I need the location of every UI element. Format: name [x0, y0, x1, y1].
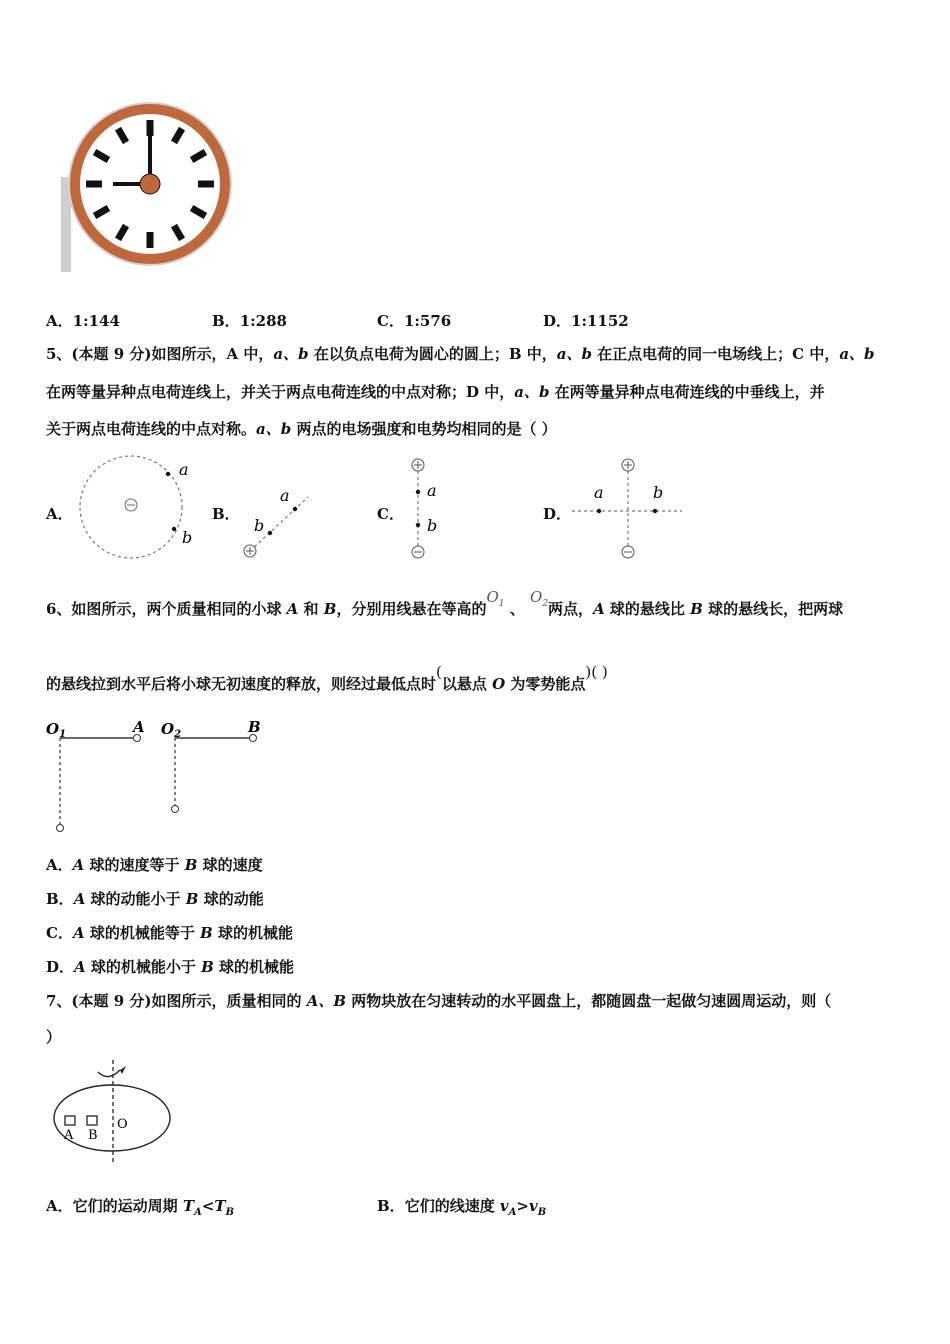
q5-figure-a: [78, 455, 198, 565]
q6-figure: [45, 718, 275, 838]
q5-line3: 关于两点电荷连线的中点对称。a、b 两点的电场强度和电势均相同的是（ ）: [46, 420, 557, 438]
q5-figure-d: [570, 455, 700, 565]
q5-figure-b: [240, 485, 320, 565]
q5-line1: 5、(本题 9 分)如图所示，A 中，a、b 在以负点电荷为圆心的圆上；B 中，a、b 在正点电荷的同一电场线上；C 中，a、b: [46, 345, 875, 363]
svg-text:O2: $O_2$: [161, 720, 182, 740]
q6-option-b: B．A 球的动能小于 B 球的动能: [46, 890, 264, 908]
svg-text:a: a: [427, 481, 437, 500]
svg-text:a: a: [280, 486, 290, 505]
q7-line1: 7、(本题 9 分)如图所示，质量相同的 A、B 两物块放在匀速转动的水平圆盘上，都随圆盘一起做匀速圆周运动，则（: [46, 992, 832, 1010]
q7-option-b: B．它们的线速度 $v_A>v_B$: [377, 1197, 547, 1218]
svg-text:b: b: [182, 528, 193, 547]
q4-option-c: C．1:576: [377, 312, 452, 330]
q4-option-a: A．1:144: [46, 312, 120, 330]
svg-text:a: a: [594, 483, 604, 502]
clock-figure: [55, 92, 255, 282]
svg-text:O1: $O_1$: [46, 720, 67, 740]
svg-text:b: b: [254, 516, 265, 535]
q5-option-d: D．: [543, 505, 572, 523]
svg-text:A: A: [133, 718, 145, 736]
svg-text:A: A: [64, 1128, 74, 1143]
q7-option-a: A．它们的运动周期 $T_A<T_B$: [46, 1197, 235, 1218]
q7-line2: ）: [46, 1028, 62, 1046]
q6-option-d: D．A 球的机械能小于 B 球的机械能: [46, 958, 295, 976]
q4-option-b: B．1:288: [212, 312, 287, 330]
svg-text:b: b: [427, 516, 438, 535]
svg-text:b: b: [653, 483, 664, 502]
svg-text:B: B: [248, 718, 261, 736]
svg-text:a: a: [179, 460, 189, 479]
q6-line2: 的悬线拉到水平后将小球无初速度的释放，则经过最低点时(以悬点 O 为零势能点)( ): [46, 663, 608, 693]
q6-option-c: C．A 球的机械能等于 B 球的机械能: [46, 924, 293, 942]
svg-text:O: O: [117, 1117, 128, 1132]
q4-option-d: D．1:1152: [543, 312, 629, 330]
q5-option-a: A．: [46, 505, 73, 523]
q5-figure-c: [405, 455, 465, 565]
q5-option-c: C．: [377, 505, 404, 523]
q5-line2: 在两等量异种点电荷连线上，并关于两点电荷连线的中点对称；D 中，a、b 在两等量异种点电荷连线的中垂线上，并: [46, 383, 825, 401]
q5-option-b: B．: [212, 505, 240, 523]
svg-text:B: B: [88, 1128, 98, 1143]
q6-option-a: A．A 球的速度等于 B 球的速度: [46, 856, 263, 874]
q6-line1: 6、如图所示，两个质量相同的小球 A 和 B，分别用线悬在等高的$O_1$ 、 $O_2$两点，A 球的悬线比 B 球的悬线长，把两球: [46, 588, 844, 618]
q7-figure: [50, 1060, 190, 1170]
